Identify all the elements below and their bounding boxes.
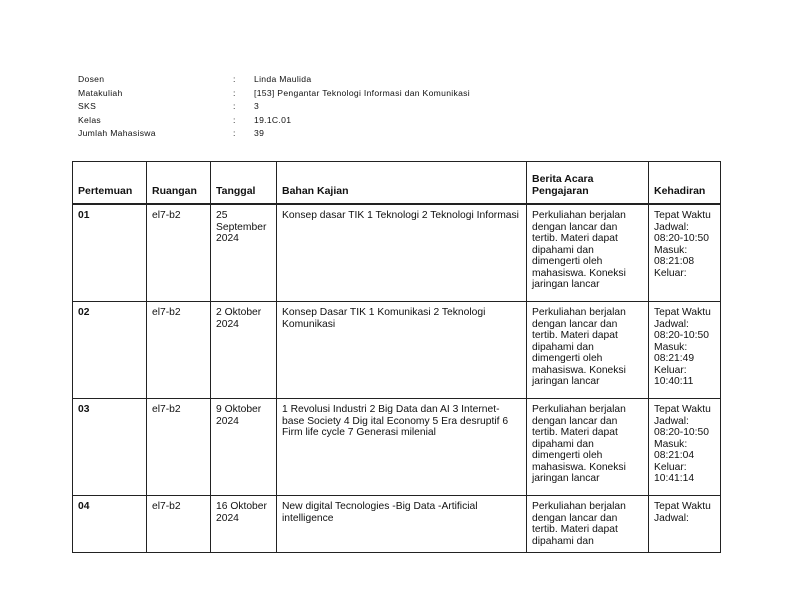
topic: Konsep Dasar TIK 1 Komunikasi 2 Teknologi Komunikasi	[277, 302, 527, 399]
info-row-course	[78, 87, 470, 101]
attendance-line: Masuk:	[654, 244, 688, 256]
topic: Konsep dasar TIK 1 Teknologi 2 Teknologi Informasi	[277, 204, 527, 302]
info-label: Jumlah Mahasiswa	[78, 128, 156, 138]
info-colon: :	[233, 101, 236, 111]
attendance-line: 08:21:08	[654, 256, 695, 267]
info-value: 3	[254, 101, 260, 111]
report: Perkuliahan berjalan dengan lancar dan tertib. Materi dapat dipahami dan dimengerti oleh mahasiswa. Koneksi jaringan lancar	[527, 302, 649, 399]
meeting-number: 02	[73, 302, 147, 399]
attendance-line: Keluar:	[654, 461, 687, 473]
info-row-students	[78, 127, 470, 141]
info-label: SKS	[78, 101, 97, 111]
date: 25 September 2024	[211, 204, 277, 302]
info-colon: :	[233, 74, 236, 84]
attendance-line: 08:20-10:50	[654, 427, 709, 438]
attendance-line: Masuk:	[654, 438, 688, 450]
attendance-line: Keluar:	[654, 267, 687, 279]
attendance-line: Jadwal:	[654, 318, 689, 330]
attendance	[649, 496, 721, 553]
header-room: Ruangan	[147, 162, 211, 205]
header-meeting: Pertemuan	[73, 162, 147, 205]
attendance-line: Jadwal:	[654, 415, 689, 427]
header-topic: Bahan Kajian	[277, 162, 527, 205]
table-row	[73, 496, 721, 553]
course-info	[78, 73, 470, 141]
attendance-status: Tepat Waktu	[654, 307, 711, 318]
info-label: Dosen	[78, 74, 105, 84]
info-value: 19.1C.01	[254, 114, 292, 125]
report: Perkuliahan berjalan dengan lancar dan tertib. Materi dapat dipahami dan dimengerti oleh mahasiswa. Koneksi jaringan lancar	[527, 204, 649, 302]
attendance-line: 08:20-10:50	[654, 233, 709, 244]
info-value: [153] Pengantar Teknologi Informasi dan Komunikasi	[254, 87, 470, 98]
room: el7-b2	[147, 302, 211, 399]
attendance-status: Tepat Waktu	[654, 404, 711, 415]
table-header-row	[73, 162, 721, 205]
table-row	[73, 302, 721, 399]
table-row	[73, 399, 721, 496]
attendance-status: Tepat Waktu	[654, 210, 711, 221]
header-report: Berita Acara Pengajaran	[527, 162, 649, 205]
info-value: Linda Maulida	[254, 74, 312, 84]
attendance-line: 10:40:11	[654, 376, 694, 387]
topic: New digital Tecnologies -Big Data -Artificial intelligence	[277, 496, 527, 553]
date: 16 Oktober 2024	[211, 496, 277, 553]
meeting-number: 04	[73, 496, 147, 553]
header-attendance: Kehadiran	[649, 162, 721, 205]
date: 2 Oktober 2024	[211, 302, 277, 399]
room: el7-b2	[147, 399, 211, 496]
info-row-credits	[78, 100, 470, 114]
info-label: Kelas	[78, 114, 101, 125]
report: Perkuliahan berjalan dengan lancar dan tertib. Materi dapat dipahami dan	[527, 496, 649, 553]
attendance-line: Masuk:	[654, 341, 688, 353]
room: el7-b2	[147, 204, 211, 302]
info-colon: :	[233, 87, 236, 98]
attendance-line: 08:21:49	[654, 353, 695, 364]
attendance-status: Tepat Waktu	[654, 501, 711, 512]
report: Perkuliahan berjalan dengan lancar dan tertib. Materi dapat dipahami dan dimengerti oleh mahasiswa. Koneksi jaringan lancar	[527, 399, 649, 496]
meeting-table	[72, 161, 721, 553]
date: 9 Oktober 2024	[211, 399, 277, 496]
attendance-line: 08:21:04	[654, 450, 695, 461]
room: el7-b2	[147, 496, 211, 553]
topic: 1 Revolusi Industri 2 Big Data dan AI 3 Internet-base Society 4 Dig ital Economy 5 Era desruptif 6 Firm life cycle 7 Generasi milenial	[277, 399, 527, 496]
attendance-line: Jadwal:	[654, 221, 689, 233]
info-row-class	[78, 114, 470, 128]
attendance	[649, 204, 721, 302]
attendance-line: Jadwal:	[654, 512, 689, 524]
table-row	[73, 204, 721, 302]
attendance-line: 10:41:14	[654, 473, 695, 484]
meeting-number: 03	[73, 399, 147, 496]
info-value: 39	[254, 128, 265, 138]
info-row-lecturer	[78, 73, 470, 87]
info-colon: :	[233, 128, 236, 138]
attendance-line: Keluar:	[654, 364, 687, 376]
info-label: Matakuliah	[78, 87, 123, 98]
header-date: Tanggal	[211, 162, 277, 205]
attendance	[649, 399, 721, 496]
info-colon: :	[233, 114, 236, 125]
attendance	[649, 302, 721, 399]
attendance-line: 08:20-10:50	[654, 330, 709, 341]
meeting-number: 01	[73, 204, 147, 302]
